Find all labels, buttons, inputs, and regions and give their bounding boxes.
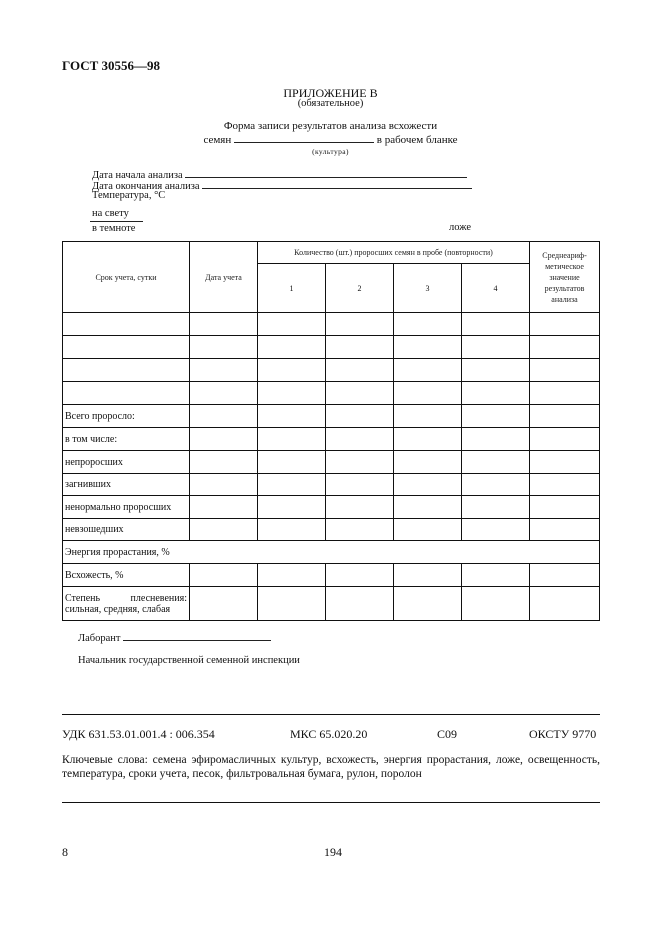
table-row — [63, 405, 600, 428]
col-count-header: Количество (шт.) проросших семян в пробе (повторности) — [258, 242, 530, 264]
page-number-center: 194 — [324, 845, 342, 859]
okstu-code: ОКСТУ 9770 — [529, 727, 597, 741]
chief-label: Начальник государственной семенной инспекции — [78, 655, 300, 666]
udk-code: УДК 631.53.01.001.4 : 006.354 — [62, 727, 215, 741]
replicate-1: 1 — [258, 264, 326, 313]
replicate-4: 4 — [462, 264, 530, 313]
page-number-left: 8 — [62, 845, 68, 859]
results-table — [62, 241, 600, 621]
replicate-3: 3 — [394, 264, 462, 313]
temperature-label: Температура, °С — [92, 190, 166, 201]
table-row — [63, 564, 600, 587]
col-mean-header: Среднеариф-метическое значение результатов анализа — [530, 242, 600, 313]
lab-signature-blank[interactable] — [123, 631, 271, 641]
row-total-label: Всего проросло: — [63, 405, 190, 428]
mks-code: МКС 65.020.20 — [290, 727, 368, 741]
start-date-label: Дата начала анализа — [92, 170, 183, 181]
table-row — [63, 587, 600, 621]
row-mold-label — [63, 587, 190, 621]
table-row — [63, 336, 600, 359]
table-row — [63, 359, 600, 382]
table-row — [63, 519, 600, 541]
row-not-emerged-label: невзошедших — [63, 519, 190, 541]
bed-label: ложе — [449, 222, 472, 233]
start-date-blank[interactable] — [185, 168, 467, 178]
appendix-note: (обязательное) — [297, 98, 364, 109]
class-code: С09 — [437, 727, 458, 741]
divider — [62, 714, 600, 715]
col-period-header: Срок учета, сутки — [63, 242, 190, 313]
table-row — [63, 474, 600, 496]
keywords: Ключевые слова: семена эфиромасличных культур, всхожесть, энергия прорастания, ложе, освещенность, температура, сроки учета, песок, фильтровальная бумага, рулон, поролон — [62, 754, 600, 780]
table-row — [63, 313, 600, 336]
seeds-prefix: семян — [203, 134, 232, 146]
table-row — [63, 496, 600, 519]
culture-blank[interactable] — [234, 133, 374, 143]
table-row — [63, 428, 600, 451]
culture-note: (культура) — [312, 147, 349, 156]
fraction-line — [90, 221, 143, 222]
mold-label-line2: сильная, средняя, слабая — [65, 603, 171, 615]
replicate-2: 2 — [326, 264, 394, 313]
end-date-blank[interactable] — [202, 179, 472, 189]
row-rotten-label: загнивших — [63, 474, 190, 496]
divider — [62, 802, 600, 803]
seeds-line — [0, 133, 661, 146]
lab-label: Лаборант — [78, 633, 121, 644]
row-including-label: в том числе: — [63, 428, 190, 451]
table-row — [63, 541, 600, 564]
lab-signature — [78, 631, 271, 644]
col-date-header: Дата учета — [190, 242, 258, 313]
row-not-sprouted-label: непроросших — [63, 451, 190, 474]
seeds-suffix: в рабочем бланке — [376, 134, 458, 146]
appendix-title: ПРИЛОЖЕНИЕ В — [283, 86, 378, 100]
dark-label: в темноте — [92, 223, 136, 234]
row-germination-label: Всхожесть, % — [63, 564, 190, 587]
standard-number: ГОСТ 30556—98 — [62, 58, 161, 73]
row-energy-label: Энергия прорастания, % — [63, 541, 600, 564]
light-label: на свету — [92, 208, 129, 219]
end-date-label: Дата окончания анализа — [92, 181, 200, 192]
table-row — [63, 382, 600, 405]
table-row — [63, 451, 600, 474]
row-abnormal-label: ненормально проросших — [63, 496, 190, 519]
form-title: Форма записи результатов анализа всхожести — [223, 120, 438, 132]
mold-label-line1: Степень плесневения: — [65, 592, 187, 604]
